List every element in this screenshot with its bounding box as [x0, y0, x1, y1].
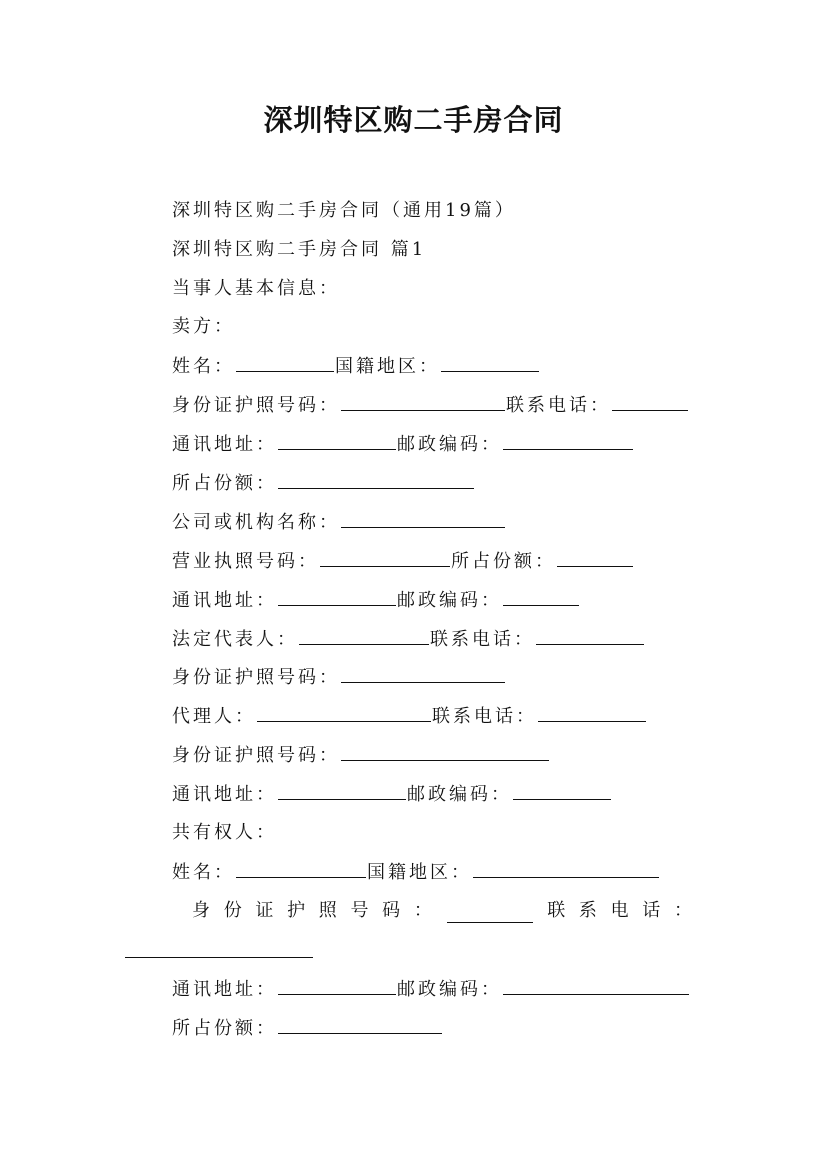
id-char: 护 [287, 900, 306, 921]
document-title: 深圳特区购二手房合同 [263, 103, 564, 137]
co-owner-name-row [172, 860, 660, 885]
postcode-blank[interactable] [503, 977, 689, 995]
license-blank[interactable] [320, 549, 450, 567]
postcode-blank[interactable] [503, 432, 633, 450]
address-label: 通讯地址： [172, 590, 277, 611]
agent-row [172, 704, 647, 729]
address-blank[interactable] [278, 588, 396, 606]
name-label: 姓名： [172, 356, 235, 377]
company-label: 公司或机构名称： [172, 512, 340, 533]
company-address-row [172, 588, 580, 613]
seller-share-row [172, 471, 475, 496]
agent-address-row [172, 782, 612, 807]
address-blank[interactable] [278, 782, 406, 800]
co-owner-heading: 共有权人： [172, 822, 277, 843]
phone-char: 电 [610, 900, 629, 921]
postcode-blank[interactable] [513, 782, 611, 800]
id-char: 份 [223, 900, 242, 921]
agent-label: 代理人： [172, 706, 256, 727]
name-blank[interactable] [236, 860, 366, 878]
legal-rep-id-row [172, 665, 506, 690]
nationality-blank[interactable] [441, 354, 539, 372]
id-label: 身份证护照号码： [172, 395, 340, 416]
share-blank[interactable] [278, 471, 474, 489]
co-owner-address-row [172, 977, 690, 1002]
address-blank[interactable] [278, 432, 396, 450]
id-char: 号 [350, 900, 369, 921]
phone-label: 联系电话： [432, 706, 537, 727]
address-label: 通讯地址： [172, 979, 277, 1000]
postcode-blank[interactable] [503, 588, 579, 606]
id-char: 照 [318, 900, 337, 921]
id-blank[interactable] [447, 905, 533, 923]
phone-blank[interactable] [538, 704, 646, 722]
name-label: 姓名： [172, 862, 235, 883]
agent-id-row [172, 743, 550, 768]
postcode-label: 邮政编码： [397, 979, 502, 1000]
postcode-label: 邮政编码： [407, 784, 512, 805]
share-blank[interactable] [557, 549, 633, 567]
postcode-label: 邮政编码： [397, 434, 502, 455]
nationality-label: 国籍地区： [335, 356, 440, 377]
id-label: 身份证护照号码： [172, 745, 340, 766]
phone-label: 联系电话： [506, 395, 611, 416]
share-blank[interactable] [278, 1016, 442, 1034]
co-owner-share-row [172, 1016, 443, 1041]
legal-rep-blank[interactable] [299, 627, 429, 645]
agent-blank[interactable] [257, 704, 431, 722]
article-heading: 深圳特区购二手房合同 篇1 [172, 239, 427, 260]
id-char: 码 [382, 900, 401, 921]
address-label: 通讯地址： [172, 784, 277, 805]
co-owner-id-row [192, 899, 692, 923]
document-subtitle: 深圳特区购二手房合同（通用19篇） [172, 200, 516, 221]
share-label: 所占份额： [172, 473, 277, 494]
phone-label: 联系电话： [430, 629, 535, 650]
seller-heading: 卖方： [172, 316, 235, 337]
company-row [172, 510, 506, 535]
phone-blank-continued[interactable] [125, 940, 313, 958]
phone-char: 系 [578, 900, 597, 921]
seller-address-row [172, 432, 634, 457]
nationality-blank[interactable] [473, 860, 659, 878]
name-blank[interactable] [236, 354, 334, 372]
company-blank[interactable] [341, 510, 505, 528]
phone-char: ： [673, 900, 692, 921]
phone-char: 联 [547, 900, 566, 921]
legal-rep-row [172, 627, 645, 652]
license-label: 营业执照号码： [172, 551, 319, 572]
id-char: ： [413, 900, 432, 921]
license-row [172, 549, 634, 574]
id-blank[interactable] [341, 393, 505, 411]
postcode-label: 邮政编码： [397, 590, 502, 611]
legal-rep-label: 法定代表人： [172, 629, 298, 650]
phone-char: 话 [642, 900, 661, 921]
id-char: 证 [255, 900, 274, 921]
seller-id-row [172, 393, 689, 418]
seller-name-row [172, 354, 540, 379]
basic-info-heading: 当事人基本信息： [172, 278, 340, 299]
nationality-label: 国籍地区： [367, 862, 472, 883]
id-blank[interactable] [341, 665, 505, 683]
address-label: 通讯地址： [172, 434, 277, 455]
address-blank[interactable] [278, 977, 396, 995]
phone-blank[interactable] [536, 627, 644, 645]
share-label: 所占份额： [172, 1018, 277, 1039]
phone-blank[interactable] [612, 393, 688, 411]
share-label: 所占份额： [451, 551, 556, 572]
id-label: 身份证护照号码： [172, 667, 340, 688]
id-char: 身 [192, 900, 210, 921]
id-blank[interactable] [341, 743, 549, 761]
